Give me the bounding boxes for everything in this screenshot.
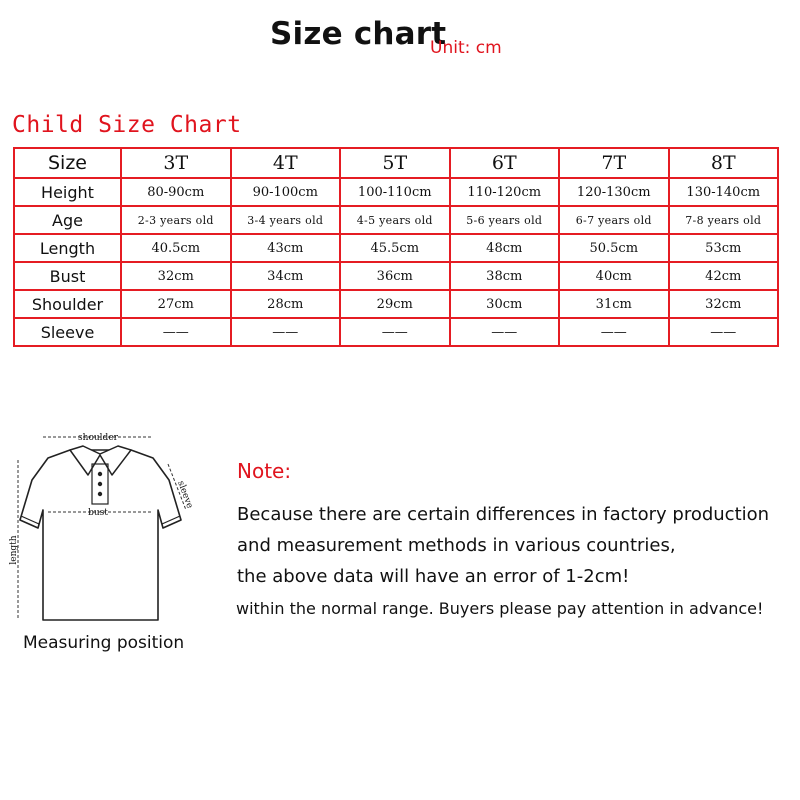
table-row xyxy=(14,234,778,262)
note-line: within the normal range. Buyers please pay attention in advance! xyxy=(236,599,764,618)
table-row xyxy=(14,206,778,234)
table-cell: 32cm xyxy=(669,290,779,318)
note-line: Because there are certain differences in factory production xyxy=(237,504,770,525)
size-col-header: 4T xyxy=(231,148,341,178)
size-col-header: 8T xyxy=(669,148,779,178)
table-cell: 7-8 years old xyxy=(669,206,779,234)
row-label: Age xyxy=(14,206,121,234)
table-cell: 28cm xyxy=(231,290,341,318)
note-title: Note: xyxy=(237,459,292,483)
table-cell: 48cm xyxy=(450,234,560,262)
row-label: Sleeve xyxy=(14,318,121,346)
size-col-header: 5T xyxy=(340,148,450,178)
note-line: and measurement methods in various countries, xyxy=(237,535,676,556)
note-line: the above data will have an error of 1-2cm! xyxy=(237,566,630,587)
size-col-header: 7T xyxy=(559,148,669,178)
table-cell: 30cm xyxy=(450,290,560,318)
table-cell: 36cm xyxy=(340,262,450,290)
table-cell: 5-6 years old xyxy=(450,206,560,234)
table-cell: 50.5cm xyxy=(559,234,669,262)
table-cell: 43cm xyxy=(231,234,341,262)
measuring-caption: Measuring position xyxy=(23,633,185,653)
table-cell: 3-4 years old xyxy=(231,206,341,234)
table-cell: 45.5cm xyxy=(340,234,450,262)
table-cell: 120-130cm xyxy=(559,178,669,206)
size-header: Size xyxy=(14,148,121,178)
unit-label: Unit: cm xyxy=(430,38,502,58)
chart-heading: Child Size Chart xyxy=(12,112,242,138)
sleeve-label: sleeve xyxy=(175,479,193,510)
row-label: Shoulder xyxy=(14,290,121,318)
table-cell: 38cm xyxy=(450,262,560,290)
table-cell: —— xyxy=(559,318,669,346)
table-cell: 29cm xyxy=(340,290,450,318)
row-label: Length xyxy=(14,234,121,262)
size-table xyxy=(13,147,779,347)
table-cell: 31cm xyxy=(559,290,669,318)
table-row xyxy=(14,262,778,290)
bust-label: bust xyxy=(88,508,108,518)
length-label: length xyxy=(9,535,19,565)
table-cell: 80-90cm xyxy=(121,178,231,206)
row-label: Bust xyxy=(14,262,121,290)
table-cell: 90-100cm xyxy=(231,178,341,206)
table-cell: 130-140cm xyxy=(669,178,779,206)
table-cell: 32cm xyxy=(121,262,231,290)
table-cell: —— xyxy=(450,318,560,346)
table-cell: 100-110cm xyxy=(340,178,450,206)
table-cell: —— xyxy=(669,318,779,346)
table-row xyxy=(14,178,778,206)
table-cell: —— xyxy=(231,318,341,346)
table-cell: 40.5cm xyxy=(121,234,231,262)
shirt-diagram xyxy=(8,420,193,635)
row-label: Height xyxy=(14,178,121,206)
table-header-row xyxy=(14,148,778,178)
table-cell: 4-5 years old xyxy=(340,206,450,234)
table-cell: 110-120cm xyxy=(450,178,560,206)
table-cell: 2-3 years old xyxy=(121,206,231,234)
table-cell: 6-7 years old xyxy=(559,206,669,234)
page-title: Size chart xyxy=(270,16,447,52)
table-cell: —— xyxy=(340,318,450,346)
table-cell: 27cm xyxy=(121,290,231,318)
table-row xyxy=(14,290,778,318)
shoulder-label: shoulder xyxy=(78,433,118,443)
table-cell: 42cm xyxy=(669,262,779,290)
size-col-header: 6T xyxy=(450,148,560,178)
table-row xyxy=(14,318,778,346)
table-cell: 34cm xyxy=(231,262,341,290)
table-cell: —— xyxy=(121,318,231,346)
table-cell: 40cm xyxy=(559,262,669,290)
table-cell: 53cm xyxy=(669,234,779,262)
size-col-header: 3T xyxy=(121,148,231,178)
